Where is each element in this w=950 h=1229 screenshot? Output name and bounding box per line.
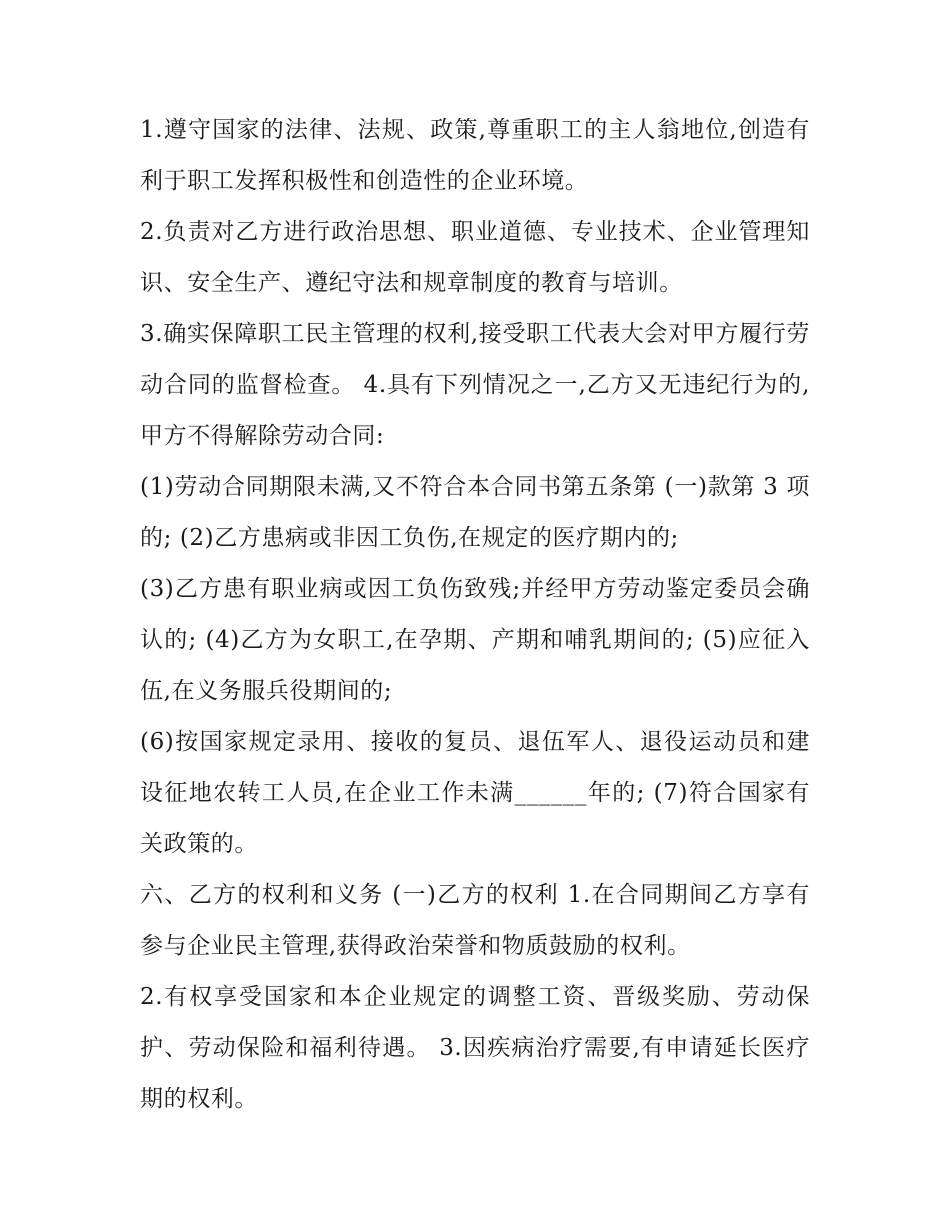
paragraph-condition-3-5: (3)乙方患有职业病或因工负伤致残;并经甲方劳动鉴定委员会确认的; (4)乙方为女职工,在孕期、产期和哺乳期间的; (5)应征入伍,在义务服兵役期间的; [140,576,810,704]
paragraph-condition-6-7: (6)按国家规定录用、接收的复员、退伍军人、退役运动员和建设征地农转工人员,在企业工作未满______年的; (7)符合国家有关政策的。 [140,729,810,857]
paragraph-condition-1-2: (1)劳动合同期限未满,又不符合本合同书第五条第 (一)款第 3 项的; (2)乙方患病或非因工负伤,在规定的医疗期内的; [140,474,810,551]
paragraph-employer-duty-3-4: 3.确实保障职工民主管理的权利,接受职工代表大会对甲方履行劳动合同的监督检查。 4.具有下列情况之一,乙方又无违纪行为的,甲方不得解除劳动合同: [140,321,810,449]
paragraph-employer-duty-1: 1.遵守国家的法律、法规、政策,尊重职工的主人翁地位,创造有利于职工发挥积极性和创造性的企业环境。 [140,117,810,194]
paragraph-section-six-rights: 六、乙方的权利和义务 (一)乙方的权利 1.在合同期间乙方享有参与企业民主管理,获得政治荣誉和物质鼓励的权利。 [140,882,810,959]
document-body [140,105,810,1125]
paragraph-employer-duty-2: 2.负责对乙方进行政治思想、职业道德、专业技术、企业管理知识、安全生产、遵纪守法和规章制度的教育与培训。 [140,219,810,296]
paragraph-rights-2-3: 2.有权享受国家和本企业规定的调整工资、晋级奖励、劳动保护、劳动保险和福利待遇。 3.因疾病治疗需要,有申请延长医疗期的权利。 [140,984,810,1112]
